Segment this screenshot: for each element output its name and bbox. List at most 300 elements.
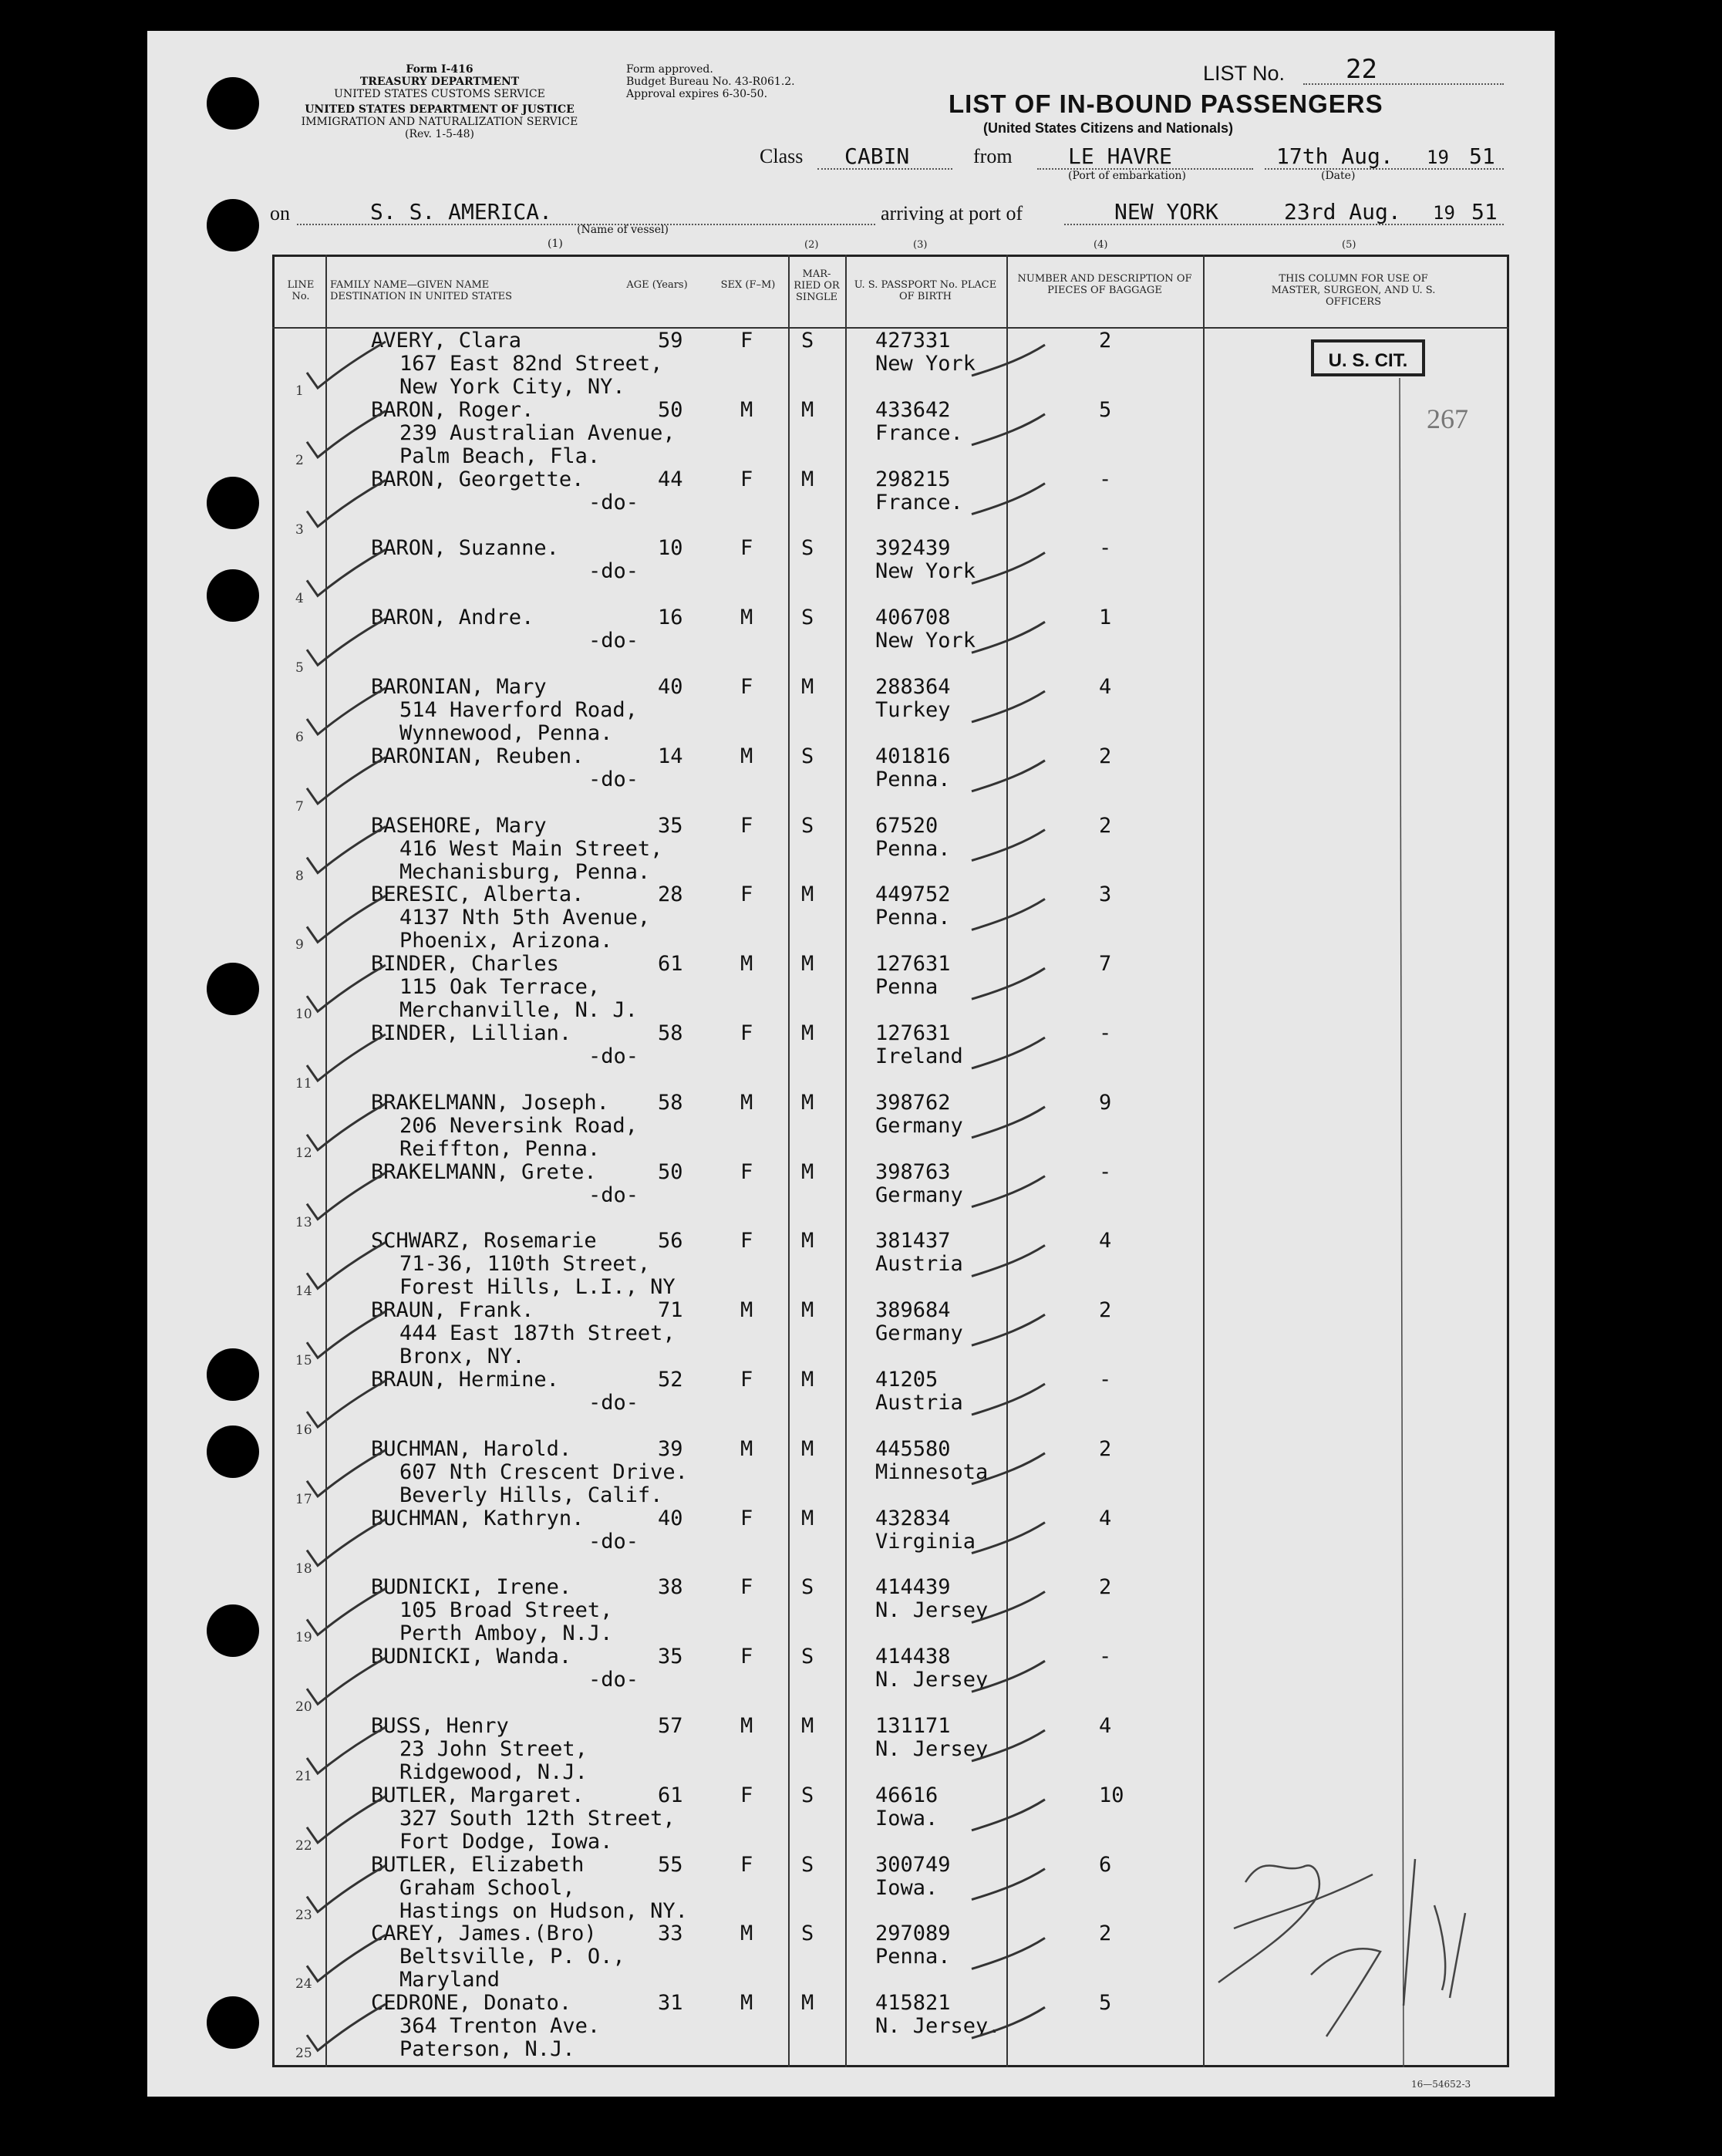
passenger-name: BARON, Georgette. bbox=[371, 467, 585, 491]
baggage-count: 5 bbox=[1099, 1991, 1112, 2016]
marital-status: S bbox=[801, 1645, 814, 1669]
line-number: 10 bbox=[295, 1007, 312, 1023]
age: 14 bbox=[658, 744, 683, 768]
sex: F bbox=[740, 467, 753, 491]
line-number: 3 bbox=[295, 521, 304, 538]
destination-line1: -do- bbox=[588, 1044, 639, 1068]
baggage-count: - bbox=[1099, 1645, 1112, 1669]
baggage-count: 4 bbox=[1099, 675, 1112, 699]
tick-mark bbox=[972, 1314, 1045, 1345]
check-mark bbox=[307, 1311, 386, 1358]
from-label: from bbox=[973, 145, 1013, 167]
check-mark bbox=[307, 2004, 386, 2050]
col-header-married: MAR-RIED OR SINGLE bbox=[794, 268, 840, 303]
passport-number: 445580 bbox=[875, 1436, 951, 1461]
baggage-count: 2 bbox=[1099, 1922, 1112, 1946]
marital-status: M bbox=[801, 1298, 814, 1323]
sex: M bbox=[740, 1298, 753, 1323]
passenger-name: BINDER, Lillian. bbox=[371, 1021, 572, 1045]
destination-line1: 71-36, 110th Street, bbox=[399, 1252, 651, 1277]
age: 61 bbox=[658, 952, 683, 977]
class-label: Class bbox=[760, 145, 804, 167]
destination-line2: Merchanville, N. J. bbox=[399, 998, 638, 1023]
age: 16 bbox=[658, 606, 683, 630]
passport-number: 392439 bbox=[875, 536, 951, 561]
age: 57 bbox=[658, 1714, 683, 1738]
passport-number: 406708 bbox=[875, 606, 951, 630]
marital-status: M bbox=[801, 1090, 814, 1115]
sex: M bbox=[740, 1714, 753, 1738]
destination-line1: 416 West Main Street, bbox=[399, 836, 663, 861]
place-of-birth: N. Jersey bbox=[875, 1737, 989, 1761]
place-of-birth: Penna. bbox=[875, 906, 951, 930]
age: 59 bbox=[658, 329, 683, 353]
tick-mark bbox=[972, 1038, 1045, 1068]
destination-line1: -do- bbox=[588, 767, 639, 791]
passenger-name: BARON, Suzanne. bbox=[371, 536, 559, 561]
baggage-count: 2 bbox=[1099, 813, 1112, 838]
marital-status: M bbox=[801, 1991, 814, 2016]
place-of-birth: Penna. bbox=[875, 836, 951, 861]
sex: M bbox=[740, 606, 753, 630]
marital-status: M bbox=[801, 882, 814, 907]
marital-status: M bbox=[801, 952, 814, 977]
customs-service: UNITED STATES CUSTOMS SERVICE bbox=[334, 88, 545, 100]
destination-line2: Beverly Hills, Calif. bbox=[399, 1483, 663, 1507]
destination-line1: -do- bbox=[588, 629, 639, 653]
passport-number: 414439 bbox=[875, 1575, 951, 1600]
passenger-name: BERESIC, Alberta. bbox=[371, 882, 585, 907]
sex: F bbox=[740, 1852, 753, 1877]
passport-number: 300749 bbox=[875, 1852, 951, 1877]
passport-number: 41205 bbox=[875, 1368, 939, 1392]
baggage-count: - bbox=[1099, 1021, 1112, 1045]
passenger-name: BRAKELMANN, Grete. bbox=[371, 1159, 597, 1184]
sex: M bbox=[740, 1090, 753, 1115]
destination-line2: Paterson, N.J. bbox=[399, 2037, 575, 2062]
age: 33 bbox=[658, 1922, 683, 1946]
age: 61 bbox=[658, 1783, 683, 1807]
col-header-passport: U. S. PASSPORT No. PLACE OF BIRTH bbox=[854, 279, 997, 302]
tick-mark bbox=[972, 968, 1045, 999]
sex: F bbox=[740, 329, 753, 353]
passport-number: 67520 bbox=[875, 813, 939, 838]
tick-mark bbox=[972, 1591, 1045, 1622]
age: 10 bbox=[658, 536, 683, 561]
marital-status: M bbox=[801, 397, 814, 422]
place-of-birth: N. Jersey bbox=[875, 1598, 989, 1623]
col-header-sex: SEX (F–M) bbox=[720, 279, 776, 291]
baggage-count: 1 bbox=[1099, 606, 1112, 630]
sex: F bbox=[740, 1229, 753, 1253]
marital-status: S bbox=[801, 536, 814, 561]
line-number: 8 bbox=[295, 868, 304, 884]
destination-line1: 364 Trenton Ave. bbox=[399, 2014, 601, 2039]
passenger-name: BINDER, Charles bbox=[371, 952, 559, 977]
marital-status: S bbox=[801, 1575, 814, 1600]
destination-line1: 206 Neversink Road, bbox=[399, 1113, 638, 1138]
passenger-name: BRAUN, Hermine. bbox=[371, 1368, 559, 1392]
destination-line1: 239 Australian Avenue, bbox=[399, 420, 676, 445]
age: 58 bbox=[658, 1021, 683, 1045]
line-number: 23 bbox=[295, 1907, 312, 1923]
place-of-birth: N. Jersey. bbox=[875, 2014, 1001, 2039]
check-mark bbox=[307, 549, 386, 596]
age: 56 bbox=[658, 1229, 683, 1253]
footer-code: 16—54652-3 bbox=[1411, 2079, 1471, 2090]
passenger-name: BRAKELMANN, Joseph. bbox=[371, 1090, 609, 1115]
check-mark bbox=[307, 1034, 386, 1081]
baggage-count: - bbox=[1099, 467, 1112, 491]
tick-mark bbox=[972, 1661, 1045, 1692]
baggage-count: 2 bbox=[1099, 1298, 1112, 1323]
tick-mark bbox=[972, 1800, 1045, 1830]
passenger-name: BARON, Andre. bbox=[371, 606, 534, 630]
place-of-birth: Penna. bbox=[875, 1945, 951, 1969]
destination-line2: Ridgewood, N.J. bbox=[399, 1760, 588, 1784]
baggage-count: 9 bbox=[1099, 1090, 1112, 1115]
marital-status: M bbox=[801, 675, 814, 699]
sex: F bbox=[740, 1645, 753, 1669]
place-of-birth: Virginia bbox=[875, 1529, 976, 1554]
sex: F bbox=[740, 1159, 753, 1184]
line-number: 21 bbox=[295, 1769, 312, 1784]
age: 31 bbox=[658, 1991, 683, 2016]
passport-number: 433642 bbox=[875, 397, 951, 422]
tick-mark bbox=[972, 2007, 1045, 2038]
date-caption: (Date) bbox=[1321, 170, 1356, 182]
embark-year-prefix: 19 bbox=[1427, 147, 1449, 168]
place-of-birth: Penna. bbox=[875, 767, 951, 791]
passport-number: 298215 bbox=[875, 467, 951, 491]
place-of-birth: France. bbox=[875, 420, 963, 445]
col-header-name: FAMILY NAME—GIVEN NAME DESTINATION IN UNITED STATES bbox=[330, 279, 513, 302]
passport-number: 449752 bbox=[875, 882, 951, 907]
sex: M bbox=[740, 397, 753, 422]
passport-number: 432834 bbox=[875, 1506, 951, 1530]
destination-line1: 514 Haverford Road, bbox=[399, 698, 638, 722]
age: 55 bbox=[658, 1852, 683, 1877]
check-mark bbox=[307, 1381, 386, 1427]
column-number-1: (1) bbox=[548, 238, 563, 250]
place-of-birth: Iowa. bbox=[875, 1875, 939, 1900]
tick-mark bbox=[972, 414, 1045, 445]
baggage-count: 2 bbox=[1099, 744, 1112, 768]
passport-number: 127631 bbox=[875, 952, 951, 977]
check-mark bbox=[307, 1588, 386, 1635]
check-mark bbox=[307, 1866, 386, 1912]
line-number: 14 bbox=[295, 1284, 312, 1300]
page-subtitle: (United States Citizens and Nationals) bbox=[983, 120, 1234, 136]
arrival-year: 51 bbox=[1471, 199, 1498, 224]
line-number: 19 bbox=[295, 1630, 312, 1646]
port-of-embarkation: LE HAVRE bbox=[1068, 143, 1172, 169]
list-no-label: LIST No. bbox=[1203, 62, 1286, 85]
marital-status: M bbox=[801, 1436, 814, 1461]
page-title: LIST OF IN-BOUND PASSENGERS bbox=[949, 89, 1383, 118]
age: 71 bbox=[658, 1298, 683, 1323]
line-number: 16 bbox=[295, 1422, 312, 1438]
destination-line2: Palm Beach, Fla. bbox=[399, 444, 601, 468]
handwritten-number: 267 bbox=[1427, 403, 1468, 434]
tick-mark bbox=[972, 1938, 1045, 1969]
tick-mark bbox=[972, 691, 1045, 722]
arrival-year-prefix: 19 bbox=[1433, 202, 1455, 224]
on-label: on bbox=[270, 202, 290, 224]
tick-mark bbox=[972, 1453, 1045, 1484]
tick-mark bbox=[972, 761, 1045, 791]
marital-status: M bbox=[801, 1368, 814, 1392]
place-of-birth: Turkey bbox=[875, 698, 951, 722]
passenger-name: BUCHMAN, Kathryn. bbox=[371, 1506, 585, 1530]
destination-line2: Reiffton, Penna. bbox=[399, 1136, 601, 1161]
marital-status: M bbox=[801, 467, 814, 491]
sex: F bbox=[740, 675, 753, 699]
destination-line1: 444 East 187th Street, bbox=[399, 1321, 676, 1346]
passport-number: 46616 bbox=[875, 1783, 939, 1807]
place-of-birth: New York bbox=[875, 629, 976, 653]
baggage-count: 7 bbox=[1099, 952, 1112, 977]
check-mark bbox=[307, 757, 386, 804]
baggage-count: 4 bbox=[1099, 1506, 1112, 1530]
baggage-count: 2 bbox=[1099, 1436, 1112, 1461]
justice-dept: UNITED STATES DEPARTMENT OF JUSTICE bbox=[305, 103, 575, 116]
col-header-line: LINE No. bbox=[287, 279, 315, 302]
budget-bureau: Budget Bureau No. 43-R061.2. bbox=[626, 76, 795, 88]
tick-mark bbox=[972, 1869, 1045, 1900]
passenger-name: BARONIAN, Reuben. bbox=[371, 744, 585, 768]
marital-status: S bbox=[801, 1783, 814, 1807]
tick-mark bbox=[972, 1245, 1045, 1276]
sex: F bbox=[740, 1368, 753, 1392]
sex: F bbox=[740, 536, 753, 561]
line-number: 17 bbox=[295, 1491, 312, 1507]
tick-mark bbox=[972, 830, 1045, 861]
destination-line2: Bronx, NY. bbox=[399, 1345, 525, 1369]
line-number: 11 bbox=[295, 1076, 312, 1091]
tick-mark bbox=[972, 1523, 1045, 1554]
tick-mark bbox=[972, 1384, 1045, 1415]
place-of-birth: Iowa. bbox=[875, 1806, 939, 1830]
destination-line2: New York City, NY. bbox=[399, 375, 625, 399]
column-number-4: (4) bbox=[1094, 239, 1108, 251]
passport-number: 414438 bbox=[875, 1645, 951, 1669]
baggage-count: 3 bbox=[1099, 882, 1112, 907]
passport-number: 288364 bbox=[875, 675, 951, 699]
destination-line2: Maryland bbox=[399, 1968, 500, 1992]
arrival-date: 23rd Aug. bbox=[1284, 199, 1401, 224]
baggage-count: 5 bbox=[1099, 397, 1112, 422]
destination-line1: 607 Nth Crescent Drive. bbox=[399, 1459, 688, 1484]
destination-line1: 105 Broad Street, bbox=[399, 1598, 613, 1623]
form-approved: Form approved. bbox=[626, 63, 713, 76]
immigration-service: IMMIGRATION AND NATURALIZATION SERVICE bbox=[301, 116, 578, 128]
passport-number: 127631 bbox=[875, 1021, 951, 1045]
age: 40 bbox=[658, 675, 683, 699]
place-of-birth: N. Jersey bbox=[875, 1668, 989, 1692]
sex: M bbox=[740, 952, 753, 977]
check-mark bbox=[307, 1727, 386, 1773]
vessel-caption: (Name of vessel) bbox=[577, 224, 669, 236]
check-mark bbox=[307, 1658, 386, 1704]
place-of-birth: Germany bbox=[875, 1183, 963, 1207]
col-header-officers: THIS COLUMN FOR USE OF MASTER, SURGEON, AND U. S. OFFICERS bbox=[1271, 273, 1436, 308]
sex: F bbox=[740, 1575, 753, 1600]
age: 44 bbox=[658, 467, 683, 491]
line-number: 18 bbox=[295, 1560, 312, 1577]
arriving-label: arriving at port of bbox=[881, 202, 1023, 224]
baggage-count: - bbox=[1099, 1368, 1112, 1392]
destination-line2: Forest Hills, L.I., NY bbox=[399, 1275, 676, 1300]
sex: F bbox=[740, 1506, 753, 1530]
baggage-count: 10 bbox=[1099, 1783, 1124, 1807]
age: 28 bbox=[658, 882, 683, 907]
passport-number: 398763 bbox=[875, 1159, 951, 1184]
marital-status: S bbox=[801, 744, 814, 768]
passport-number: 415821 bbox=[875, 1991, 951, 2016]
destination-line1: -do- bbox=[588, 559, 639, 584]
tick-mark bbox=[972, 1107, 1045, 1138]
check-mark bbox=[307, 1173, 386, 1220]
destination-line1: 23 John Street, bbox=[399, 1737, 588, 1761]
line-number: 4 bbox=[295, 591, 304, 607]
destination-line2: Perth Amboy, N.J. bbox=[399, 1621, 613, 1646]
passenger-name: SCHWARZ, Rosemarie bbox=[371, 1229, 597, 1253]
col-header-baggage: NUMBER AND DESCRIPTION OF PIECES OF BAGGAGE bbox=[1017, 273, 1192, 296]
marital-status: M bbox=[801, 1159, 814, 1184]
passenger-name: BRAUN, Frank. bbox=[371, 1298, 534, 1323]
tick-mark bbox=[972, 345, 1045, 376]
embark-year: 51 bbox=[1469, 143, 1495, 169]
place-of-birth: Germany bbox=[875, 1321, 963, 1346]
arrival-port: NEW YORK bbox=[1114, 199, 1218, 224]
age: 35 bbox=[658, 813, 683, 838]
sex: M bbox=[740, 1991, 753, 2016]
check-mark bbox=[307, 827, 386, 873]
destination-line2: Phoenix, Arizona. bbox=[399, 929, 613, 953]
list-no-value: 22 bbox=[1346, 54, 1377, 85]
passport-number: 389684 bbox=[875, 1298, 951, 1323]
tick-mark bbox=[972, 1730, 1045, 1761]
marital-status: M bbox=[801, 1714, 814, 1738]
passenger-name: CAREY, James.(Bro) bbox=[371, 1922, 597, 1946]
sex: M bbox=[740, 1922, 753, 1946]
age: 35 bbox=[658, 1645, 683, 1669]
passport-number: 297089 bbox=[875, 1922, 951, 1946]
check-mark bbox=[307, 481, 386, 527]
place-of-birth: Austria bbox=[875, 1391, 963, 1415]
line-number: 2 bbox=[295, 452, 304, 468]
us-citizen-stamp: U. S. CIT. bbox=[1311, 339, 1425, 376]
destination-line1: -do- bbox=[588, 1391, 639, 1415]
passenger-name: BUTLER, Elizabeth bbox=[371, 1852, 585, 1877]
tick-mark bbox=[972, 622, 1045, 653]
baggage-count: 4 bbox=[1099, 1714, 1112, 1738]
passenger-name: CEDRONE, Donato. bbox=[371, 1991, 572, 2016]
passenger-name: BASEHORE, Mary bbox=[371, 813, 547, 838]
check-mark bbox=[307, 1242, 386, 1288]
place-of-birth: France. bbox=[875, 490, 963, 515]
port-caption: (Port of embarkation) bbox=[1068, 170, 1186, 182]
destination-line1: -do- bbox=[588, 1183, 639, 1207]
place-of-birth: Penna bbox=[875, 975, 939, 1000]
baggage-count: 2 bbox=[1099, 329, 1112, 353]
marital-status: M bbox=[801, 1021, 814, 1045]
passport-number: 427331 bbox=[875, 329, 951, 353]
passenger-name: BUTLER, Margaret. bbox=[371, 1783, 585, 1807]
passenger-name: BARONIAN, Mary bbox=[371, 675, 547, 699]
line-number: 20 bbox=[295, 1699, 312, 1716]
destination-line1: 4137 Nth 5th Avenue, bbox=[399, 906, 651, 930]
baggage-count: - bbox=[1099, 1159, 1112, 1184]
age: 50 bbox=[658, 1159, 683, 1184]
place-of-birth: Germany bbox=[875, 1113, 963, 1138]
baggage-count: 4 bbox=[1099, 1229, 1112, 1253]
line-number: 7 bbox=[295, 798, 304, 815]
line-number: 9 bbox=[295, 937, 304, 953]
tick-mark bbox=[972, 552, 1045, 583]
revision: (Rev. 1-5-48) bbox=[405, 128, 474, 140]
line-number: 25 bbox=[295, 2046, 312, 2062]
destination-line1: Beltsville, P. O., bbox=[399, 1945, 625, 1969]
marital-status: S bbox=[801, 1852, 814, 1877]
destination-line1: -do- bbox=[588, 1668, 639, 1692]
baggage-count: 6 bbox=[1099, 1852, 1112, 1877]
place-of-birth: New York bbox=[875, 559, 976, 584]
place-of-birth: Austria bbox=[875, 1252, 963, 1277]
passenger-name: BARON, Roger. bbox=[371, 397, 534, 422]
check-mark bbox=[307, 688, 386, 734]
line-number: 24 bbox=[295, 1976, 312, 1992]
tick-mark bbox=[972, 899, 1045, 930]
line-number: 22 bbox=[295, 1837, 312, 1854]
destination-line2: Wynnewood, Penna. bbox=[399, 721, 613, 745]
embark-date: 17th Aug. bbox=[1276, 143, 1393, 169]
marital-status: M bbox=[801, 1506, 814, 1530]
check-mark bbox=[307, 965, 386, 1011]
vessel-name: S. S. AMERICA. bbox=[370, 199, 553, 224]
check-mark bbox=[307, 1104, 386, 1150]
marital-status: S bbox=[801, 1922, 814, 1946]
age: 39 bbox=[658, 1436, 683, 1461]
marital-status: M bbox=[801, 1229, 814, 1253]
treasury-dept: TREASURY DEPARTMENT bbox=[359, 76, 520, 88]
check-mark bbox=[307, 1520, 386, 1566]
place-of-birth: Minnesota bbox=[875, 1459, 989, 1484]
baggage-count: 2 bbox=[1099, 1575, 1112, 1600]
sex: F bbox=[740, 1021, 753, 1045]
passenger-name: BUDNICKI, Irene. bbox=[371, 1575, 572, 1600]
tick-mark bbox=[972, 484, 1045, 515]
sex: F bbox=[740, 1783, 753, 1807]
passenger-name: BUDNICKI, Wanda. bbox=[371, 1645, 572, 1669]
line-number: 15 bbox=[295, 1353, 312, 1369]
check-mark bbox=[307, 1797, 386, 1843]
marital-status: S bbox=[801, 606, 814, 630]
passport-number: 381437 bbox=[875, 1229, 951, 1253]
check-mark bbox=[307, 342, 386, 388]
class-value: CABIN bbox=[844, 143, 910, 169]
check-mark bbox=[307, 411, 386, 457]
check-mark bbox=[307, 896, 386, 942]
passport-number: 398762 bbox=[875, 1090, 951, 1115]
age: 58 bbox=[658, 1090, 683, 1115]
line-number: 6 bbox=[295, 730, 304, 745]
check-mark bbox=[307, 1450, 386, 1496]
sex: M bbox=[740, 1436, 753, 1461]
marital-status: S bbox=[801, 813, 814, 838]
destination-line1: Graham School, bbox=[399, 1875, 575, 1900]
